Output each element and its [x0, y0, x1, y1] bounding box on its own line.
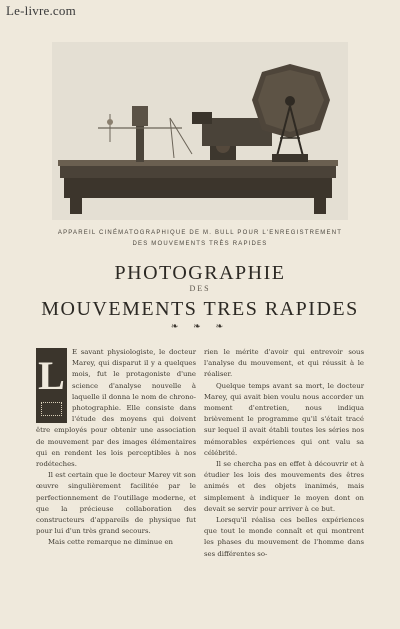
- figure-photograph: [52, 42, 348, 220]
- article-title-line-1: PHOTOGRAPHIE: [114, 262, 286, 284]
- figure-caption: [40, 228, 360, 250]
- article-title-line-2: DES: [189, 284, 211, 293]
- watermark-logo: Le-livre.com: [6, 3, 76, 18]
- drop-cap-letter: L: [38, 353, 65, 398]
- drop-cap-ornament: [41, 402, 62, 416]
- drop-cap: [36, 348, 67, 423]
- right-paragraph-1: rien le mérite d'avoir qui entrevoir sous l'analyse du mouvement, et qui réussit à le réaliser.: [204, 348, 364, 379]
- left-paragraph-2: Il est certain que le docteur Marey vit son œuvre singulièrement facilitée par le perfectionnement de l'outillage moderne, et que la précieuse collaboration des constructeurs d'appareils de physique fut pour lui d'un très grand secours.: [36, 471, 196, 536]
- article-title-line-3: MOUVEMENTS TRES RAPIDES: [41, 298, 359, 320]
- right-column: [204, 347, 364, 560]
- right-paragraph-3: Il se chercha pas en effet à découvrir et à étudier les lois des mouvements des êtres animés et des objets inanimés, mais simplement à indiquer le moyen dont on devait se servir pour arriver à ce but.: [204, 460, 364, 513]
- caption-line-1: APPAREIL CINÉMATOGRAPHIQUE DE M. BULL POUR L'ENREGISTREMENT: [57, 230, 343, 236]
- left-paragraph-3: Mais cette remarque ne diminue en: [48, 538, 173, 547]
- caption-line-2: DES MOUVEMENTS TRÈS RAPIDES: [132, 241, 268, 247]
- right-paragraph-4: Lorsqu'il réalisa ces belles expériences que tout le monde connaît et qui montrent les phases du mouvement de l'homme dans ses différentes so-: [204, 516, 364, 558]
- title-ornament: ❧ ❧ ❧: [170, 322, 230, 332]
- right-paragraph-2: Quelque temps avant sa mort, le docteur Marey, qui avait bien voulu nous accorder un moment d'entretien, nous indiqua brièvement le programme qu'il s'était tracé sur lequel il avait établi toutes les séries nos mémorables expériences qui ont valu sa célébrité.: [204, 381, 364, 457]
- left-paragraph-1: E savant physiologiste, le docteur Marey, qui disparut il y a quelques mois, fut le protagoniste d'une science d'analyse nouvelle à laquelle il donna le nom de chrono-photographie. Elle consiste dans l'étude des moyens qui doivent être employés pour obtenir une association de mouvement par des images élémentaires qui en rendent les lois perceptibles à nos rodéteches.: [36, 348, 196, 469]
- left-column: [36, 347, 196, 549]
- apparatus-illustration: [52, 42, 348, 220]
